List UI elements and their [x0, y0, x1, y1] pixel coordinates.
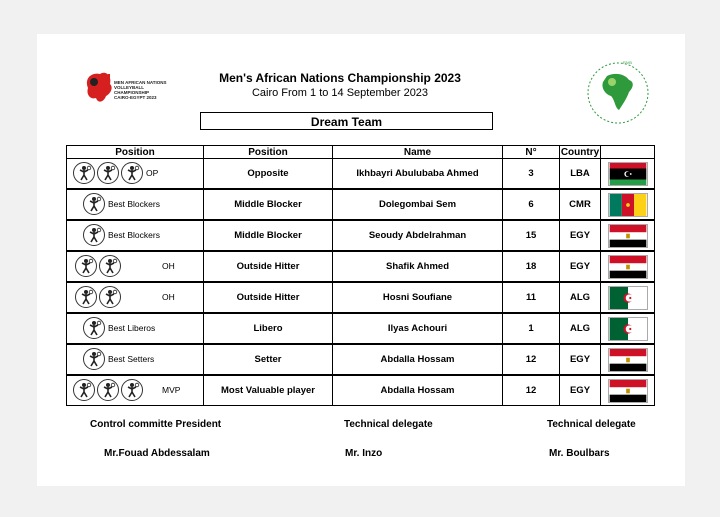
- name-cell: Abdalla Hossam: [333, 344, 503, 375]
- award-cell: [67, 282, 204, 313]
- name-cell: Seoudy Abdelrahman: [333, 220, 503, 251]
- number-cell: 3: [503, 159, 560, 190]
- volleyball-player-icon: [73, 379, 95, 401]
- header-flag: [601, 146, 655, 159]
- country-cell: CMR: [560, 189, 601, 220]
- name-cell: Abdalla Hossam: [333, 375, 503, 406]
- table-row: [67, 189, 655, 220]
- footer-role-delegate-2: Technical delegate: [547, 419, 636, 430]
- number-cell: 1: [503, 313, 560, 344]
- volleyball-player-icon: [83, 348, 105, 370]
- award-label: MVP: [162, 385, 181, 395]
- header-country: Country: [560, 146, 600, 158]
- egypt-flag-icon: [601, 344, 655, 375]
- table-row: [67, 375, 655, 406]
- event-logo-line-1: MEN AFRICAN NATIONS: [114, 80, 167, 85]
- header-award-position: Position: [67, 146, 204, 159]
- federation-logo: [583, 58, 653, 128]
- country-cell: EGY: [560, 251, 601, 282]
- position-cell: Middle Blocker: [204, 220, 333, 251]
- position-cell: Libero: [204, 313, 333, 344]
- volleyball-player-icon: [99, 255, 121, 277]
- section-title-box: Dream Team: [200, 112, 493, 130]
- algeria-flag-icon: [601, 282, 655, 313]
- table-row: [67, 344, 655, 375]
- federation-logo-text: FIVB: [623, 60, 632, 65]
- dream-team-table: [66, 145, 655, 406]
- position-cell: Most Valuable player: [204, 375, 333, 406]
- volleyball-player-icon: [73, 162, 95, 184]
- table-header-row: [67, 146, 655, 159]
- libya-flag-icon: [601, 159, 655, 190]
- name-cell: Ikhbayri Abulubaba Ahmed: [333, 159, 503, 190]
- number-cell: 12: [503, 375, 560, 406]
- event-logo-line-3: CAIRO-EGYPT 2023: [114, 95, 157, 100]
- number-cell: 11: [503, 282, 560, 313]
- award-label: Best Blockers: [108, 199, 160, 209]
- award-cell: [67, 251, 204, 282]
- footer-name-delegate-2: Mr. Boulbars: [549, 448, 610, 459]
- award-label: OP: [146, 168, 159, 178]
- table-row: [67, 313, 655, 344]
- country-cell: ALG: [560, 313, 601, 344]
- volleyball-player-icon: [83, 224, 105, 246]
- award-cell: [67, 375, 204, 406]
- award-label: OH: [162, 292, 175, 302]
- country-cell: EGY: [560, 344, 601, 375]
- table-row: [67, 282, 655, 313]
- name-cell: Dolegombai Sem: [333, 189, 503, 220]
- name-cell: Hosni Soufiane: [333, 282, 503, 313]
- award-label: Best Setters: [108, 354, 155, 364]
- number-cell: 6: [503, 189, 560, 220]
- award-cell: [67, 189, 204, 220]
- country-cell: LBA: [560, 159, 601, 190]
- volleyball-player-icon: [121, 162, 143, 184]
- award-label: Best Blockers: [108, 230, 160, 240]
- number-cell: 15: [503, 220, 560, 251]
- cameroon-flag-icon: [601, 189, 655, 220]
- volleyball-player-icon: [75, 286, 97, 308]
- award-cell: [67, 159, 204, 190]
- award-cell: [67, 313, 204, 344]
- algeria-flag-icon: [601, 313, 655, 344]
- header-name: Name: [333, 146, 503, 159]
- footer-name-president: Mr.Fouad Abdessalam: [104, 448, 210, 459]
- egypt-flag-icon: [601, 375, 655, 406]
- volleyball-player-icon: [97, 379, 119, 401]
- volleyball-player-icon: [99, 286, 121, 308]
- event-logo-line-2: VOLLEYBALL CHAMPIONSHIP: [114, 85, 150, 95]
- award-cell: [67, 344, 204, 375]
- number-cell: 18: [503, 251, 560, 282]
- country-cell: ALG: [560, 282, 601, 313]
- position-cell: Setter: [204, 344, 333, 375]
- volleyball-player-icon: [75, 255, 97, 277]
- award-cell: [67, 220, 204, 251]
- volleyball-player-icon: [121, 379, 143, 401]
- footer-role-president: Control committe President: [90, 419, 222, 430]
- country-cell: EGY: [560, 375, 601, 406]
- event-logo: [70, 60, 180, 130]
- position-cell: Outside Hitter: [204, 282, 333, 313]
- number-cell: 12: [503, 344, 560, 375]
- header-number: N°: [503, 146, 560, 159]
- egypt-flag-icon: [601, 251, 655, 282]
- name-cell: Shafik Ahmed: [333, 251, 503, 282]
- position-cell: Opposite: [204, 159, 333, 190]
- table-row: [67, 220, 655, 251]
- page-title: Men's African Nations Championship 2023: [219, 71, 461, 85]
- award-label: Best Liberos: [108, 323, 156, 333]
- position-cell: Middle Blocker: [204, 189, 333, 220]
- page-subtitle: Cairo From 1 to 14 September 2023: [251, 87, 429, 99]
- award-label: OH: [162, 261, 175, 271]
- name-cell: Ilyas Achouri: [333, 313, 503, 344]
- header-position: Position: [204, 146, 333, 159]
- table-row: [67, 251, 655, 282]
- table-row: [67, 159, 655, 190]
- position-cell: Outside Hitter: [204, 251, 333, 282]
- country-cell: EGY: [560, 220, 601, 251]
- footer-name-delegate-1: Mr. Inzo: [345, 448, 383, 459]
- volleyball-player-icon: [83, 317, 105, 339]
- footer-role-delegate-1: Technical delegate: [344, 419, 433, 430]
- volleyball-player-icon: [83, 193, 105, 215]
- volleyball-player-icon: [97, 162, 119, 184]
- egypt-flag-icon: [601, 220, 655, 251]
